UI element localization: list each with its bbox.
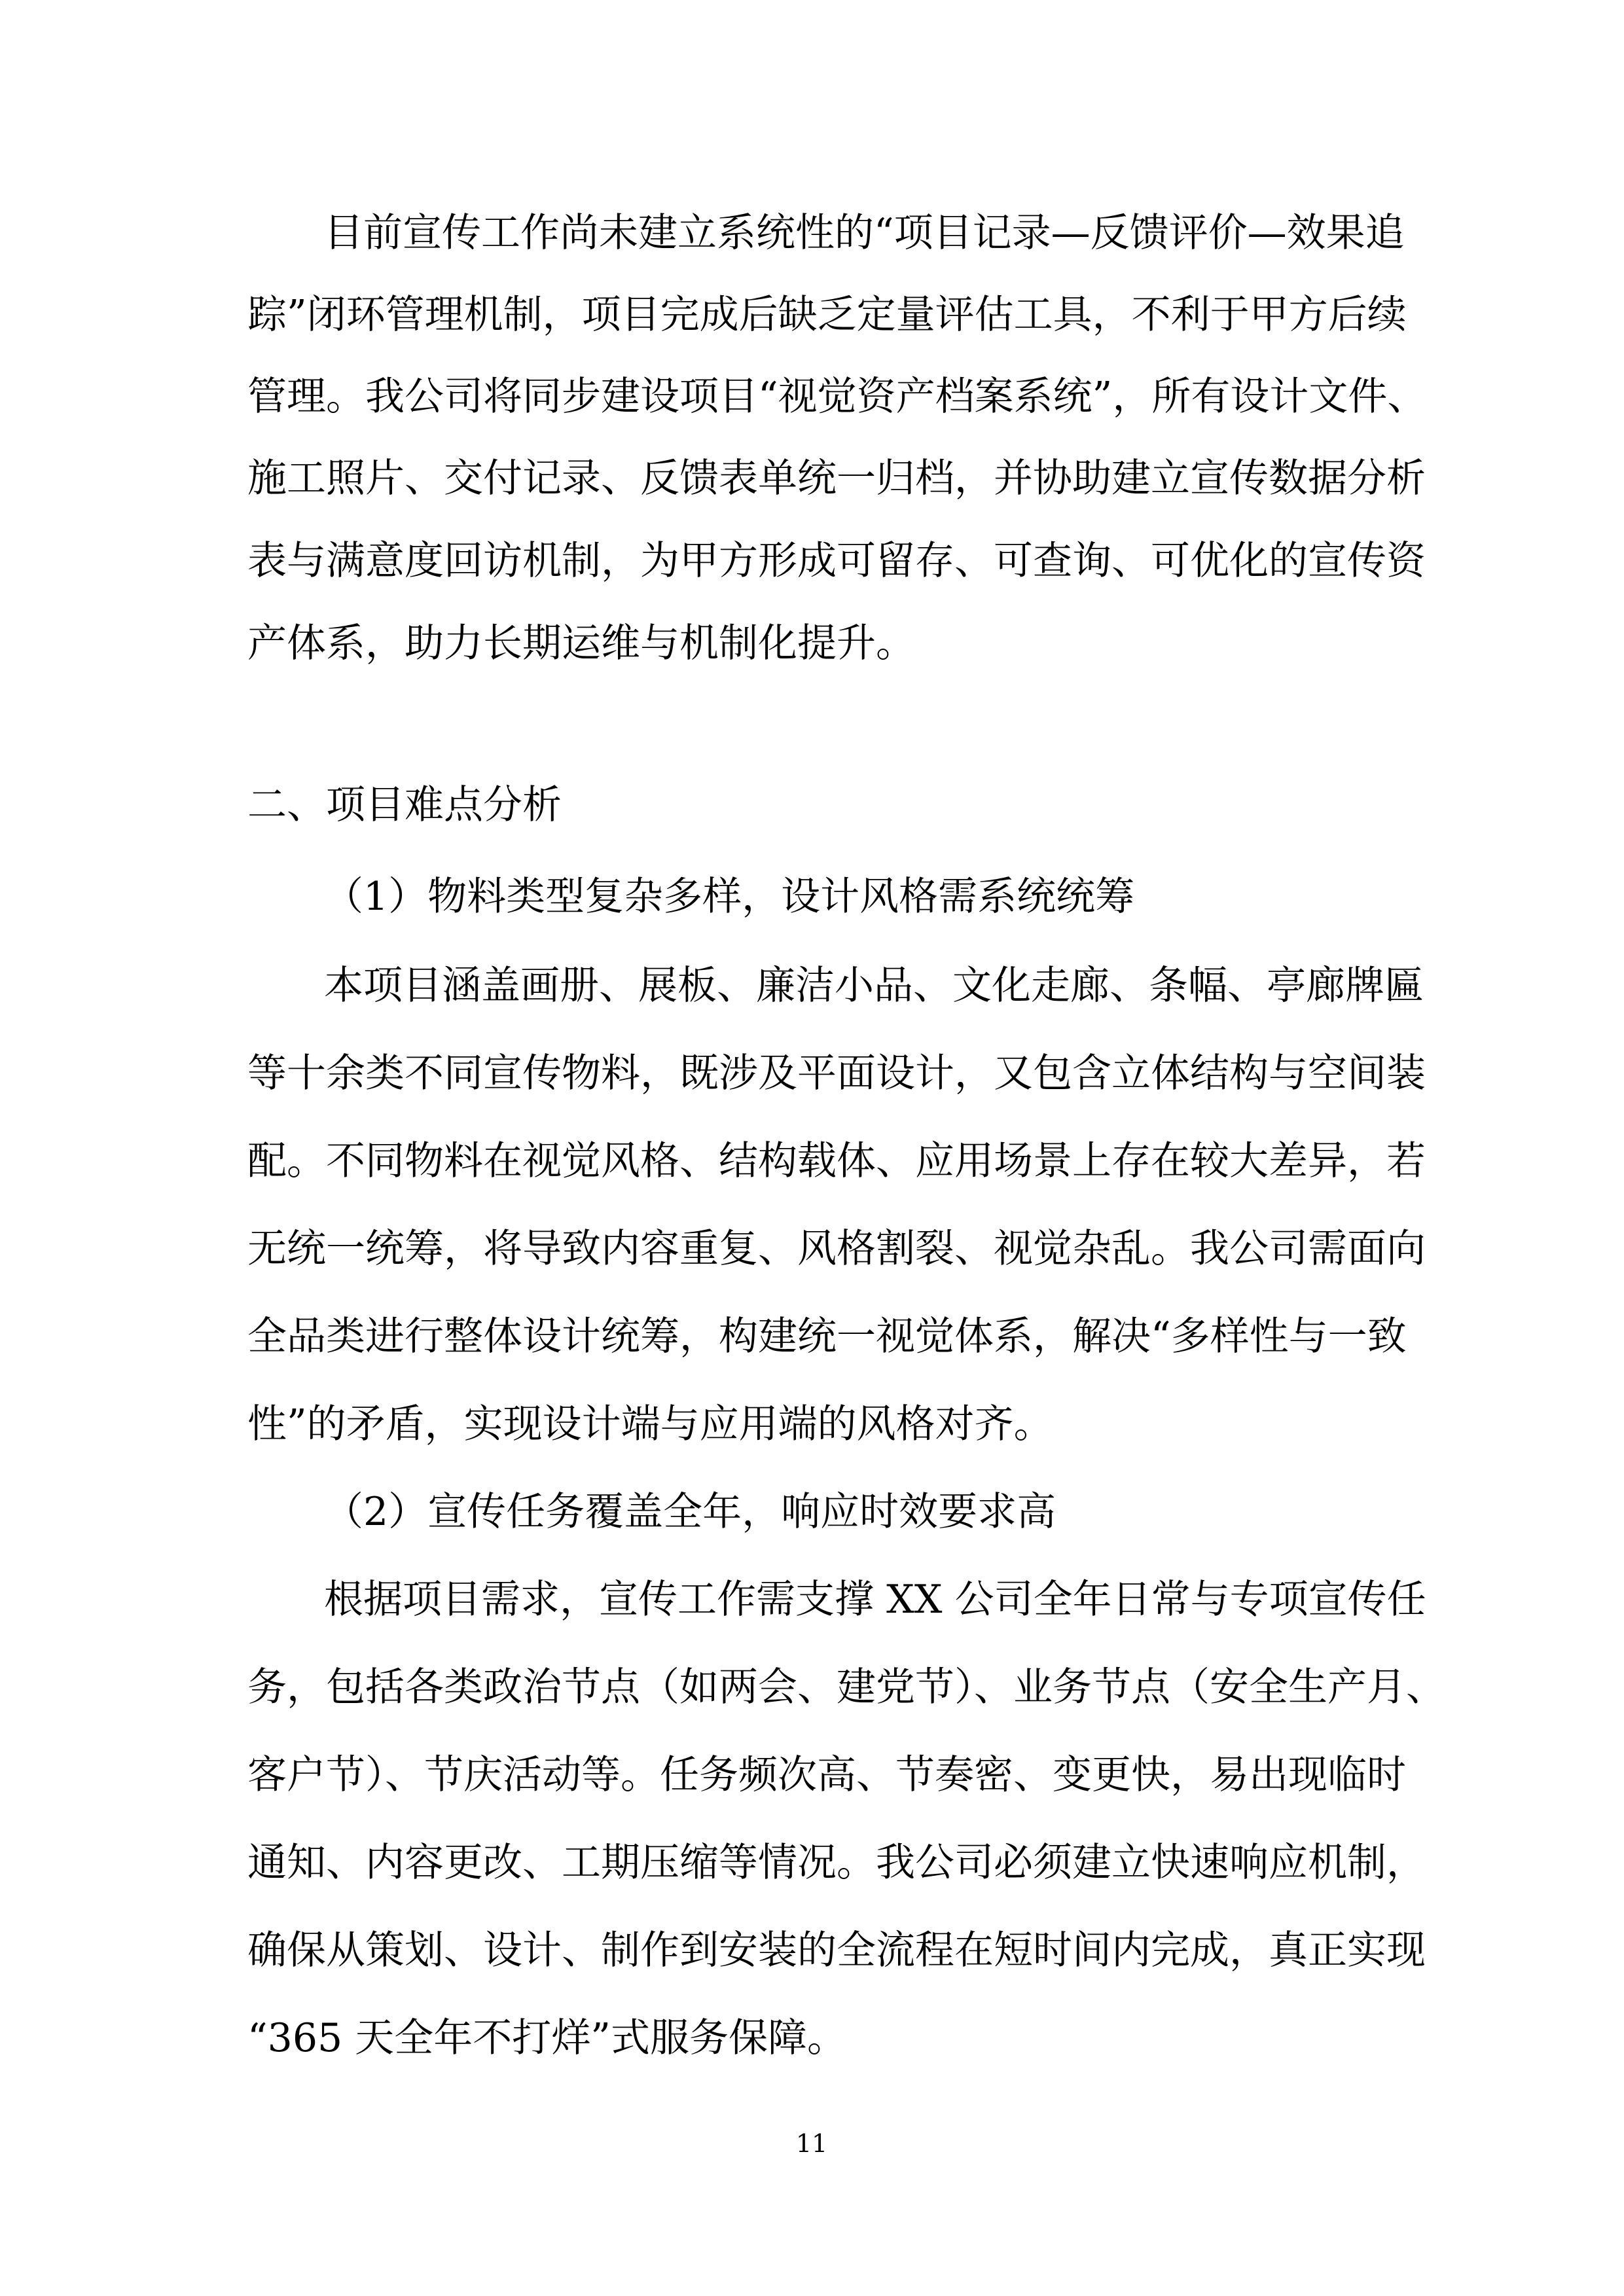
paragraph-line: 产体系，助力长期运维与机制化提升。 [247,620,915,666]
subsection-title: （1）物料类型复杂多样，设计风格需系统统筹 [324,874,1135,920]
paragraph-line: 配。不同物料在视觉风格、结构载体、应用场景上存在较大差异，若 [247,1138,1426,1184]
paragraph-line: 性”的矛盾，实现设计端与应用端的风格对齐。 [247,1401,1053,1447]
paragraph-line: “365 天全年不打烊”式服务保障。 [247,2015,846,2061]
page-number: 11 [795,2129,828,2158]
paragraph-line: 确保从策划、设计、制作到安装的全流程在短时间内完成，真正实现 [247,1928,1426,1973]
paragraph-line: 本项目涵盖画册、展板、廉洁小品、文化走廊、条幅、亭廊牌匾 [324,963,1424,1009]
paragraph-line: 管理。我公司将同步建设项目“视觉资产档案系统”，所有设计文件、 [247,374,1427,420]
paragraph-line: 通知、内容更改、工期压缩等情况。我公司必须建立快速响应机制， [247,1840,1426,1886]
paragraph-line: 目前宣传工作尚未建立系统性的“项目记录—反馈评价—效果追 [324,210,1405,256]
paragraph-line: 全品类进行整体设计统筹，构建统一视觉体系，解决“多样性与一致 [247,1314,1407,1359]
paragraph-line: 务，包括各类政治节点（如两会、建党节）、业务节点（安全生产月、 [247,1664,1445,1710]
paragraph-line: 无统一统筹，将导致内容重复、风格割裂、视觉杂乱。我公司需面向 [247,1226,1426,1272]
paragraph-line: 客户节）、节庆活动等。任务频次高、节奏密、变更快，易出现临时 [247,1752,1406,1798]
paragraph-line: 施工照片、交付记录、反馈表单统一归档，并协助建立宣传数据分析 [247,456,1426,501]
subsection-title: （2）宣传任务覆盖全年，响应时效要求高 [324,1489,1056,1535]
paragraph-line: 等十余类不同宣传物料，既涉及平面设计，又包含立体结构与空间装 [247,1050,1426,1096]
section-heading: 二、项目难点分析 [247,782,562,828]
paragraph-line: 踪”闭环管理机制，项目完成后缺乏定量评估工具，不利于甲方后续 [247,292,1407,338]
paragraph-line: 表与满意度回访机制，为甲方形成可留存、可查询、可优化的宣传资 [247,538,1426,584]
paragraph-line: 根据项目需求，宣传工作需支撑 XX 公司全年日常与专项宣传任 [324,1577,1426,1623]
